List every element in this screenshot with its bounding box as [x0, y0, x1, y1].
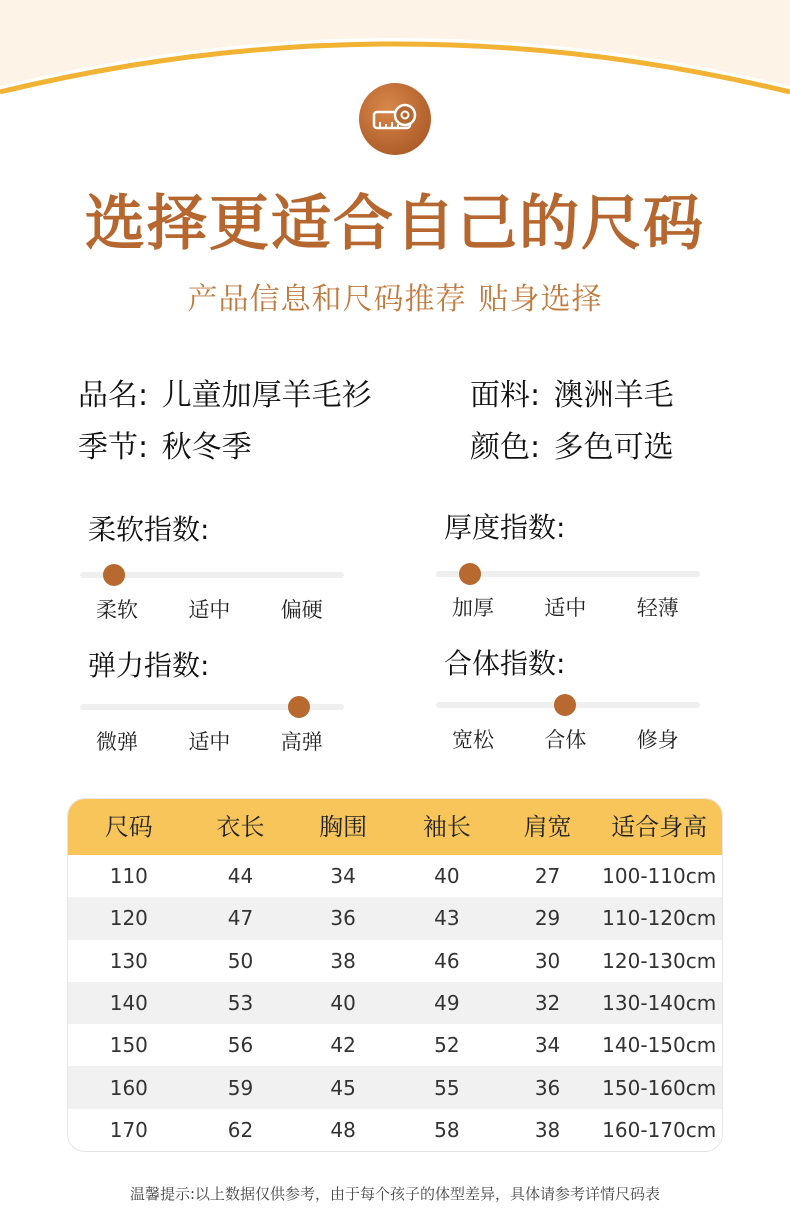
table-cell: 130-140cm	[602, 991, 717, 1016]
page-subtitle	[0, 280, 790, 320]
table-cell: 46	[434, 948, 460, 973]
table-cell: 56	[227, 1033, 254, 1058]
table-cell: 100-110cm	[602, 864, 717, 889]
table-cell: 42	[330, 1033, 356, 1058]
table-cell: 150-160cm	[602, 1075, 717, 1100]
table-cell: 49	[434, 991, 460, 1016]
size-table-header	[68, 799, 722, 855]
table-cell: 150	[109, 1033, 148, 1058]
table-cell: 53	[227, 991, 254, 1016]
softness-tick-low: 柔软	[95, 598, 138, 622]
thickness-index-title: 厚度指数:	[444, 511, 566, 544]
page-title: 选择更适合自己的尺码	[85, 189, 705, 259]
fit-index-title: 合体指数:	[444, 647, 566, 680]
product-color-value: 多色可选	[553, 430, 674, 465]
table-cell: 40	[330, 991, 356, 1016]
fit-slider-knob	[554, 694, 576, 716]
table-cell: 38	[330, 948, 356, 973]
product-color-row	[470, 428, 674, 468]
table-cell: 43	[434, 906, 460, 931]
thickness-tick-mid: 适中	[544, 596, 587, 620]
table-cell: 45	[330, 1075, 356, 1100]
thickness-tick-high: 轻薄	[636, 596, 679, 620]
table-cell: 44	[227, 864, 254, 889]
product-material-label: 面料:	[470, 378, 541, 413]
table-cell: 58	[434, 1117, 460, 1142]
fit-tick-mid: 合体	[544, 728, 587, 752]
column-header-height: 适合身高	[611, 813, 708, 841]
product-material-value: 澳洲羊毛	[553, 378, 674, 413]
thickness-slider	[436, 571, 700, 577]
softness-tick-mid: 适中	[188, 598, 231, 622]
table-row	[68, 1066, 722, 1108]
table-cell: 38	[534, 1117, 561, 1142]
subtitle-main: 产品信息和尺码推荐	[187, 282, 467, 317]
tape-measure-badge	[359, 83, 431, 155]
table-cell: 110	[109, 864, 148, 889]
subtitle-tail: 贴身选择	[478, 282, 603, 317]
product-season-label: 季节:	[78, 430, 149, 465]
table-cell: 29	[534, 906, 561, 931]
table-cell: 48	[330, 1117, 356, 1142]
table-cell: 50	[227, 948, 254, 973]
table-cell: 170	[109, 1117, 148, 1142]
column-header-length: 衣长	[216, 813, 265, 841]
table-cell: 55	[434, 1075, 460, 1100]
fit-tick-low: 宽松	[451, 728, 494, 752]
table-row	[68, 1024, 722, 1066]
table-cell: 36	[534, 1075, 561, 1100]
elasticity-slider-knob	[288, 696, 310, 718]
table-row	[68, 982, 722, 1024]
table-cell: 52	[434, 1033, 460, 1058]
elasticity-slider	[80, 704, 344, 710]
thickness-slider-knob	[459, 563, 481, 585]
thickness-tick-low: 加厚	[451, 596, 494, 620]
table-cell: 140-150cm	[602, 1033, 717, 1058]
table-cell: 160	[109, 1075, 148, 1100]
table-cell: 34	[330, 864, 356, 889]
softness-slider	[80, 572, 344, 578]
table-cell: 47	[227, 906, 254, 931]
table-cell: 36	[330, 906, 356, 931]
table-cell: 40	[434, 864, 460, 889]
softness-slider-knob	[103, 564, 125, 586]
table-cell: 30	[534, 948, 561, 973]
product-name-value: 儿童加厚羊毛衫	[161, 378, 372, 413]
table-cell: 160-170cm	[602, 1117, 717, 1142]
table-cell: 34	[534, 1033, 561, 1058]
table-row	[68, 897, 722, 939]
product-color-label: 颜色:	[470, 430, 541, 465]
elasticity-tick-mid: 适中	[188, 730, 231, 754]
elasticity-index-title: 弹力指数:	[88, 649, 210, 682]
table-cell: 120-130cm	[602, 948, 717, 973]
size-table	[67, 798, 723, 1152]
table-cell: 110-120cm	[602, 906, 717, 931]
fit-tick-high: 修身	[636, 728, 679, 752]
tape-measure-icon	[372, 102, 418, 136]
table-row	[68, 1109, 722, 1151]
product-name-row	[78, 376, 372, 416]
elasticity-tick-low: 微弹	[95, 730, 138, 754]
table-cell: 32	[534, 991, 561, 1016]
column-header-sleeve: 袖长	[422, 813, 471, 841]
table-cell: 140	[109, 991, 148, 1016]
column-header-chest: 胸围	[319, 813, 368, 841]
column-header-size: 尺码	[104, 813, 153, 841]
softness-index-title: 柔软指数:	[88, 513, 210, 546]
table-cell: 130	[109, 948, 148, 973]
softness-tick-high: 偏硬	[280, 598, 323, 622]
table-row	[68, 940, 722, 982]
product-season-row	[78, 428, 252, 468]
column-header-shoulder: 肩宽	[523, 813, 572, 841]
elasticity-tick-high: 高弹	[280, 730, 323, 754]
product-season-value: 秋冬季	[161, 430, 252, 465]
product-material-row	[470, 376, 674, 416]
table-cell: 27	[534, 864, 561, 889]
fit-slider	[436, 702, 700, 708]
table-cell: 59	[227, 1075, 254, 1100]
table-row	[68, 855, 722, 897]
product-name-label: 品名:	[78, 378, 149, 413]
footnote: 温馨提示:以上数据仅供参考，由于每个孩子的体型差异，具体请参考详情尺码表	[129, 1185, 661, 1203]
table-cell: 62	[227, 1117, 254, 1142]
table-cell: 120	[109, 906, 148, 931]
